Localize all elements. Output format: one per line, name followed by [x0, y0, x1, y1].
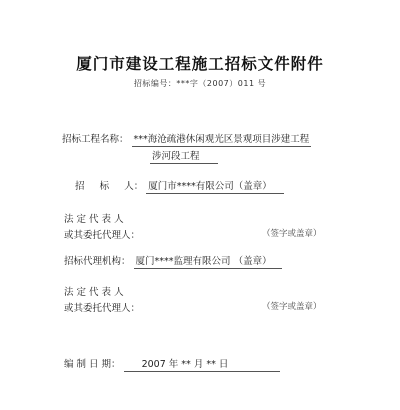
tenderer-label: 招 标 人： [75, 181, 144, 192]
authorized-rep-row [64, 227, 140, 241]
project-name-row [62, 131, 311, 147]
date-value: 2007 年 ** 月 ** 日 [124, 356, 281, 372]
project-name-row-2 [150, 148, 218, 164]
date-label: 编 制 日 期： [64, 359, 121, 370]
date-row [64, 356, 280, 372]
agency-row [64, 253, 282, 269]
tenderer-row [75, 178, 284, 194]
authorized-rep-label: 或其委托代理人： [64, 230, 141, 241]
signature-note-2: （签字或盖章） [262, 302, 322, 312]
project-name-line2: 涉河段工程 [150, 148, 218, 164]
authorized-rep-label-2: 或其委托代理人： [64, 303, 141, 314]
project-name-label: 招标工程名称： [62, 134, 129, 145]
legal-rep-label: 法 定 代 表 人 [64, 214, 124, 225]
agency-label: 招标代理机构： [64, 256, 131, 267]
authorized-rep-row-2 [64, 300, 140, 314]
project-name-line1: ***海沧疏港休闲观光区景观项目涉建工程 [132, 131, 312, 147]
document-title: 厦门市建设工程施工招标文件附件 [76, 55, 324, 73]
legal-rep-row-2 [64, 284, 124, 298]
legal-rep-row [64, 211, 124, 225]
tenderer-value: 厦门市****有限公司（盖章） [146, 178, 284, 194]
agency-value: 厦门****监理有限公司 （盖章） [134, 253, 282, 269]
legal-rep-label-2: 法 定 代 表 人 [64, 287, 124, 298]
document-number: 招标编号：***字（2007）011 号 [133, 79, 267, 88]
signature-note-1: （签字或盖章） [262, 229, 322, 239]
